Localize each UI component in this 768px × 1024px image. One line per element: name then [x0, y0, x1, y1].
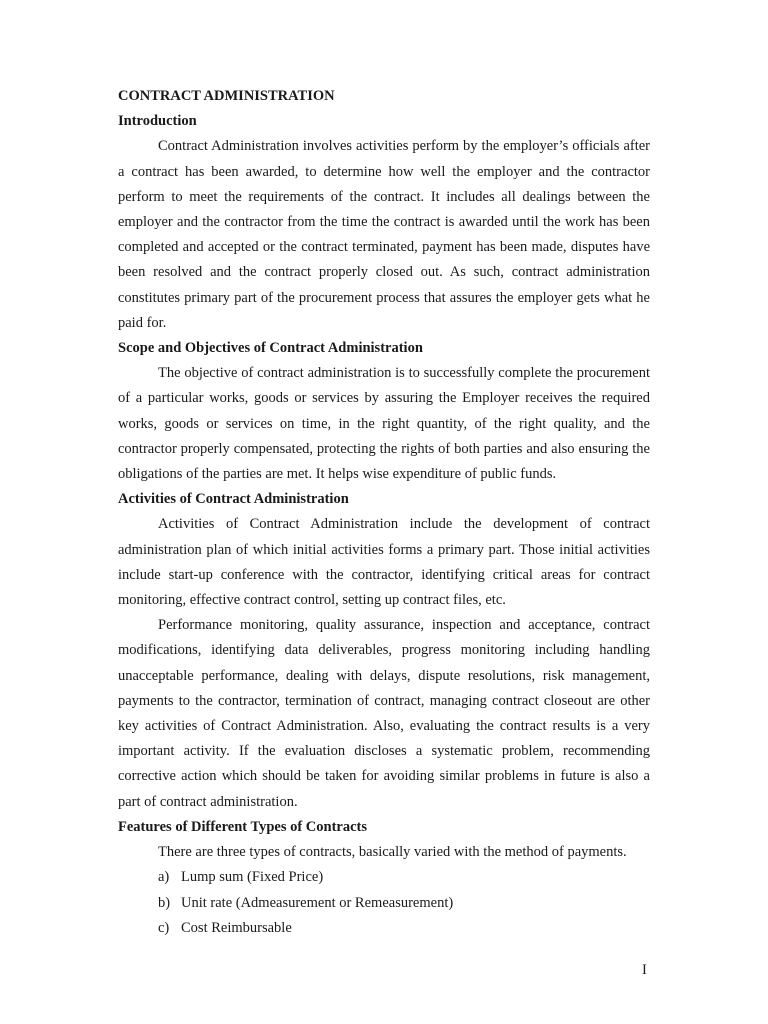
document-page: [118, 84, 650, 941]
list-marker: b): [158, 894, 171, 911]
list-item-text: Cost Reimbursable: [181, 919, 292, 936]
section-heading-scope: Scope and Objectives of Contract Administration: [118, 340, 423, 357]
list-item: [158, 865, 650, 890]
features-paragraph: There are three types of contracts, basically varied with the method of payments.: [158, 844, 627, 861]
section-heading-features: Features of Different Types of Contracts: [118, 818, 367, 835]
list-marker: a): [158, 869, 170, 886]
document-title: CONTRACT ADMINISTRATION: [118, 88, 335, 104]
list-item: [158, 891, 650, 916]
activities-paragraph-1: Activities of Contract Administration include the development of contract administration plan of which initial activities forms a primary part. Those initial activities include start-up conference with the contractor, identifying critical areas for contract monitoring, effective contract control, setting up contract files, etc.: [118, 516, 650, 609]
activities-paragraph-2: Performance monitoring, quality assurance, inspection and acceptance, contract modifications, identifying data deliverables, progress monitoring including handling unacceptable performance, dealing with delays, dispute resolutions, risk management, payments to the contractor, termination of contract, managing contract closeout are other key activities of Contract Administration. Also, evaluating the contract results is a very important activity. If the evaluation discloses a systematic problem, recommending corrective action which should be taken for avoiding similar problems in future is also a part of contract administration.: [118, 617, 650, 810]
list-item-text: Lump sum (Fixed Price): [181, 869, 324, 886]
section-heading-activities: Activities of Contract Administration: [118, 491, 349, 508]
introduction-paragraph: Contract Administration involves activities perform by the employer’s officials after a contract has been awarded, to determine how well the employer and the contractor perform to meet the requirements of the contract. It includes all dealings between the employer and the contractor from the time the contract is awarded until the work has been completed and accepted or the contract terminated, payment has been made, disputes have been resolved and the contract properly closed out. As such, contract administration constitutes primary part of the procurement process that assures the employer gets what he paid for.: [118, 138, 650, 331]
list-item: [158, 916, 650, 941]
scope-paragraph: The objective of contract administration is to successfully complete the procurement of a particular works, goods or services by assuring the Employer receives the required works, goods or services on time, in the right quantity, of the right quality, and the contractor properly compensated, protecting the rights of both parties and also ensuring the obligations of the parties are met. It helps wise expenditure of public funds.: [118, 365, 650, 483]
page-number: I: [642, 962, 647, 978]
list-item-text: Unit rate (Admeasurement or Remeasurement): [181, 894, 454, 911]
list-marker: c): [158, 919, 170, 936]
section-heading-introduction: Introduction: [118, 113, 197, 130]
contract-types-list: [118, 865, 650, 941]
